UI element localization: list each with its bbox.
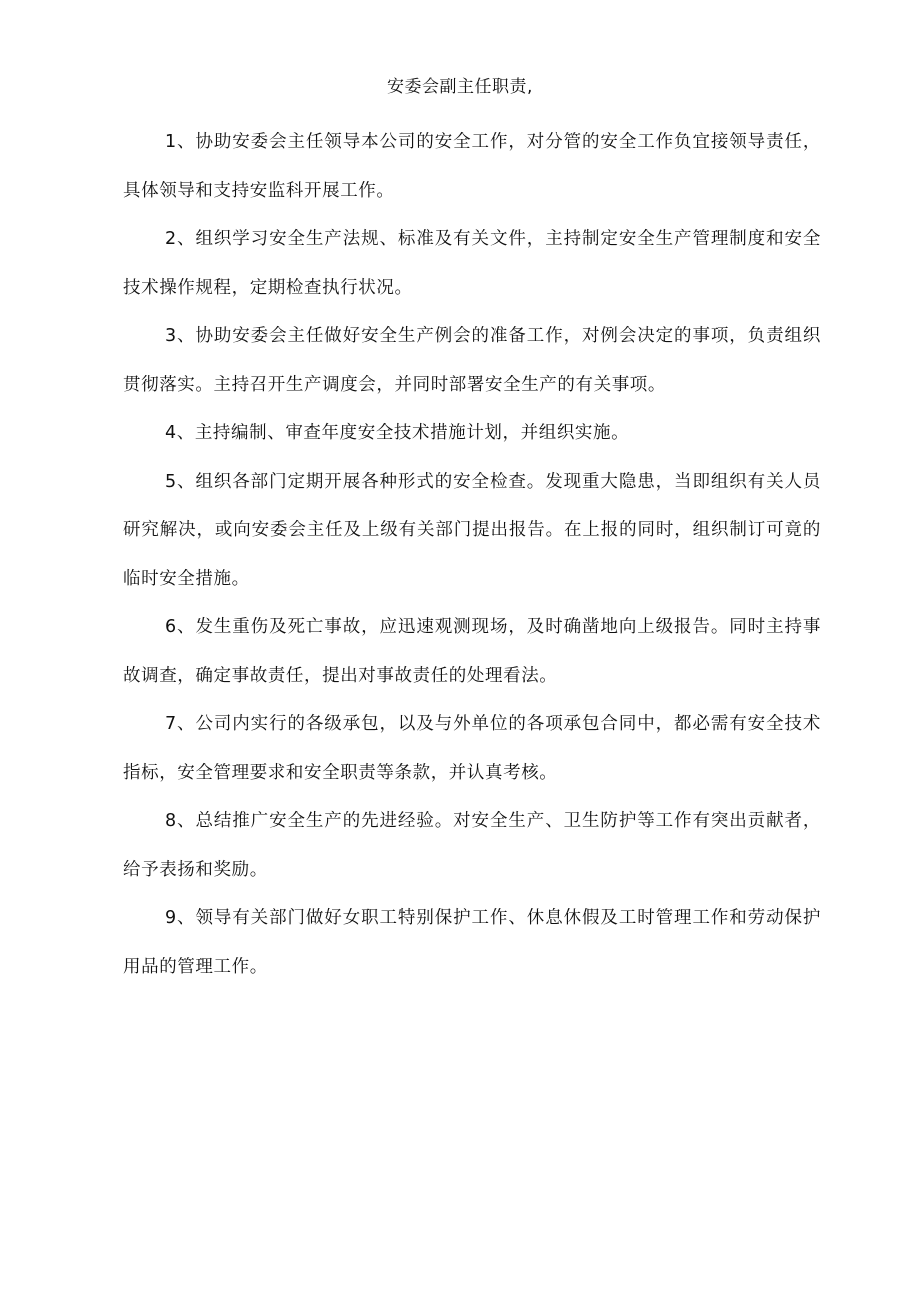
duty-item-8: 8、总结推广安全生产的先进经验。对安全生产、卫生防护等工作有突出贡献者，给予表扬和奖励。 [123,811,821,880]
duty-item-1: 1、协助安委会主任领导本公司的安全工作，对分管的安全工作负宜接领导责任，具体领导和支持安监科开展工作。 [123,132,821,201]
duty-item-4: 4、主持编制、审查年度安全技术措施计划，并组织实施。 [165,423,630,443]
document-title: 安委会副主任职责, [387,77,533,97]
duty-item-3: 3、协助安委会主任做好安全生产例会的准备工作，对例会决定的事项，负责组织贯彻落实。主持召开生产调度会，并同时部署安全生产的有关事项。 [123,326,821,395]
duty-item-5: 5、组织各部门定期开展各种形式的安全检查。发现重大隐患，当即组织有关人员研究解决，或向安委会主任及上级有关部门提出报告。在上报的同时，组织制订可竟的临时安全措施。 [123,471,821,589]
duty-item-6: 6、发生重伤及死亡事故，应迅速观测现场，及时确凿地向上级报告。同时主持事故调查，确定事故责任，提出对事故责任的处理看法。 [123,617,821,686]
duty-item-9: 9、领导有关部门做好女职工特别保护工作、休息休假及工时管理工作和劳动保护用品的管理工作。 [123,908,821,977]
duty-item-7: 7、公司内实行的各级承包，以及与外单位的各项承包合同中，都必需有安全技术指标，安全管理要求和安全职责等条款，并认真考核。 [123,714,821,783]
duty-item-2: 2、组织学习安全生产法规、标准及有关文件，主持制定安全生产管理制度和安全技术操作规程，定期检查执行状况。 [123,229,821,298]
document-body [123,118,821,991]
